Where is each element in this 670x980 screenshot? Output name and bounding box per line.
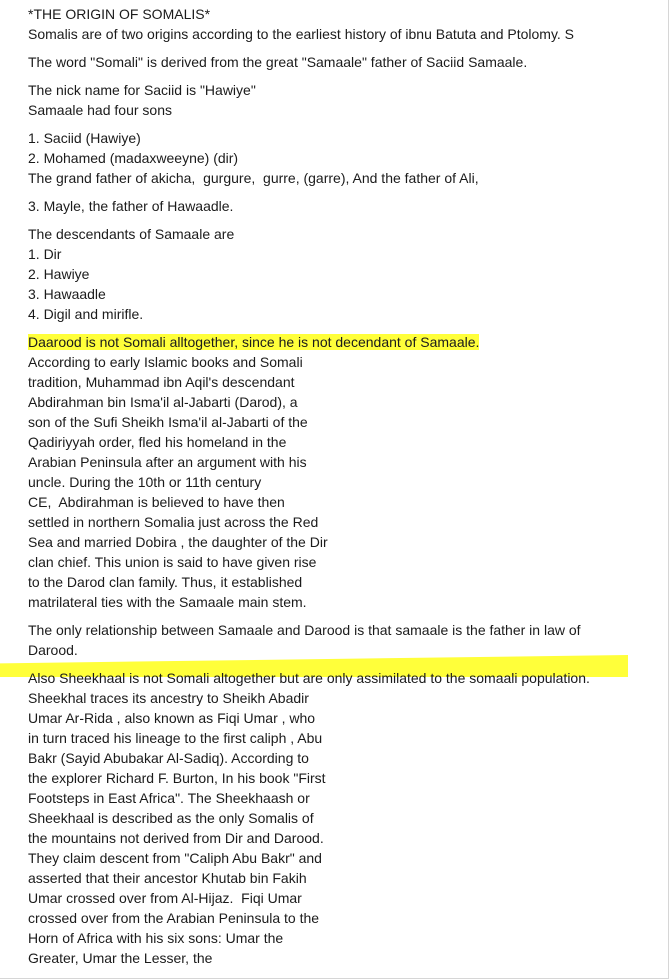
list-item: 1. Saciid (Hawiye) <box>28 130 141 146</box>
text-line: Qadiriyyah order, fled his homeland in the <box>28 434 287 450</box>
text-line: the mountains not derived from Dir and Darood. <box>28 830 324 846</box>
text-line: The grand father of akicha, gurgure, gurre, (garre), And the father of Ali, <box>28 170 479 186</box>
text-line: Greater, Umar the Lesser, the <box>28 950 213 966</box>
doc-title: *THE ORIGIN OF SOMALIS* <box>28 6 211 22</box>
text-line: Footsteps in East Africa". The Sheekhaash or <box>28 790 310 806</box>
text-line: in turn traced his lineage to the first caliph , Abu <box>28 730 323 746</box>
text-line: Bakr (Sayid Abubakar Al-Sadiq). According to <box>28 750 309 766</box>
text-line: to the Darod clan family. Thus, it established <box>28 574 303 590</box>
highlighted-sentence: Daarood is not Somali alltogether, since he is not decendant of Samaale. <box>28 334 480 350</box>
text-line: Sea and married Dobira , the daughter of the Dir <box>28 534 328 550</box>
highlighted-sentence: Also Sheekhaal is not Somali altogether but are only assimilated to the somaali population. <box>28 670 590 686</box>
text-line: the explorer Richard F. Burton, In his book "First <box>28 770 326 786</box>
text-line: tradition, Muhammad ibn Aqil's descendant <box>28 374 295 390</box>
text-line: CE, Abdirahman is believed to have then <box>28 494 285 510</box>
text-line: crossed over from the Arabian Peninsula to the <box>28 910 320 926</box>
text-line: The descendants of Samaale are <box>28 226 235 242</box>
text-line: son of the Sufi Sheikh Isma'il al-Jabarti of the <box>28 414 308 430</box>
text-line: Darood. <box>28 642 78 658</box>
list-item: 1. Dir <box>28 246 62 262</box>
text-line: The only relationship between Samaale and Darood is that samaale is the father in law of <box>28 622 581 638</box>
text-line: Umar crossed over from Al-Hijaz. Fiqi Umar <box>28 890 302 906</box>
text-line: Sheekhal traces its ancestry to Sheikh Abadir <box>28 690 309 706</box>
list-item: 4. Digil and mirifle. <box>28 306 144 322</box>
text-line: asserted that their ancestor Khutab bin Fakih <box>28 870 307 886</box>
highlighted-text <box>28 332 668 352</box>
text-line: clan chief. This union is said to have given rise <box>28 554 317 570</box>
text-line: Horn of Africa with his six sons: Umar the <box>28 930 284 946</box>
text-line: matrilateral ties with the Samaale main stem. <box>28 594 307 610</box>
text-line: Sheekhaal is described as the only Somalis of <box>28 810 314 826</box>
list-item: 2. Hawiye <box>28 266 90 282</box>
text-line: Arabian Peninsula after an argument with his <box>28 454 307 470</box>
text-line: Somalis are of two origins according to the earliest history of ibnu Batuta and Ptolomy. S <box>28 26 575 42</box>
document-body <box>28 4 668 968</box>
list-item: 3. Mayle, the father of Hawaadle. <box>28 198 234 214</box>
text-line: settled in northern Somalia just across the Red <box>28 514 319 530</box>
text-line: Samaale had four sons <box>28 102 172 118</box>
text-line: They claim descent from "Caliph Abu Bakr" and <box>28 850 322 866</box>
text-line: Umar Ar-Rida , also known as Fiqi Umar , who <box>28 710 316 726</box>
list-item: 2. Mohamed (madaxweeyne) (dir) <box>28 150 239 166</box>
text-line: The word "Somali" is derived from the great "Samaale" father of Saciid Samaale. <box>28 54 528 70</box>
text-line: Abdirahman bin Isma'il al-Jabarti (Darod), a <box>28 394 298 410</box>
text-line: uncle. During the 10th or 11th century <box>28 474 262 490</box>
text-line: According to early Islamic books and Somali <box>28 354 303 370</box>
list-item: 3. Hawaadle <box>28 286 106 302</box>
text-line: The nick name for Saciid is "Hawiye" <box>28 82 256 98</box>
